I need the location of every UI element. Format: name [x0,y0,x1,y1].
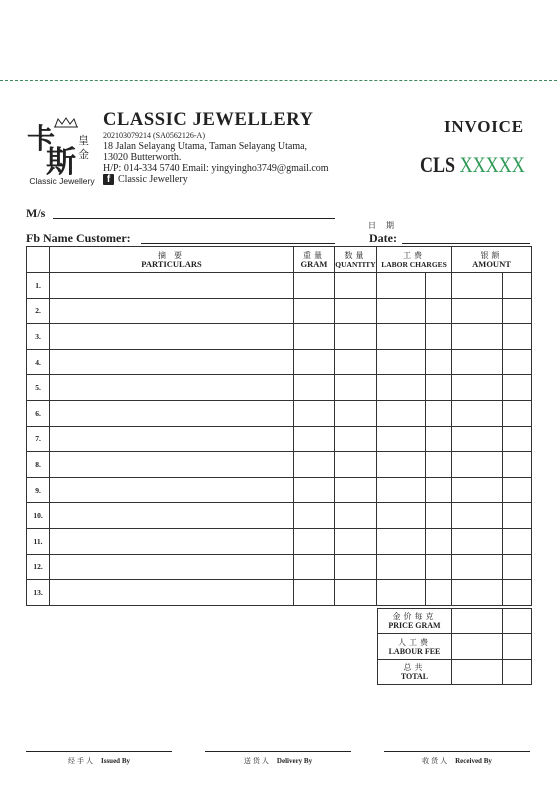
cell-quantity[interactable] [335,477,377,503]
facebook-page: Classic Jewellery [118,174,188,185]
received-by-label: 收货人 Received By [422,757,492,765]
row-number: 13. [27,580,50,606]
cell-amount-cents[interactable] [503,528,532,554]
cell-quantity[interactable] [335,580,377,606]
cell-gram[interactable] [294,477,335,503]
cell-quantity[interactable] [335,554,377,580]
header-gram: 重量 GRAM [294,247,335,273]
cell-quantity[interactable] [335,273,377,299]
document-title: INVOICE [444,117,524,136]
table-row [27,375,532,401]
cell-quantity[interactable] [335,528,377,554]
table-row [27,426,532,452]
cell-labor-charges-cents[interactable] [426,528,452,554]
header-blank [27,247,50,273]
row-number: 7. [27,426,50,452]
contact-line: H/P: 014-334 5740 Email: yingyingho3749@gmail.com [103,163,329,174]
cell-particulars[interactable] [50,273,294,299]
totals-label: 总共 TOTAL [378,659,452,684]
row-number: 12. [27,554,50,580]
cell-particulars[interactable] [50,400,294,426]
svg-text:皇: 皇 [78,134,89,147]
svg-text:斯: 斯 [46,145,76,180]
cell-quantity[interactable] [335,452,377,478]
totals-row [378,609,532,634]
table-row [27,324,532,350]
cell-labor-charges-cents[interactable] [426,400,452,426]
cell-particulars[interactable] [50,324,294,350]
cell-amount-cents[interactable] [503,503,532,529]
cell-particulars[interactable] [50,554,294,580]
cell-amount-cents[interactable] [503,554,532,580]
cell-gram[interactable] [294,528,335,554]
totals-label: 人工费 LABOUR FEE [378,634,452,659]
cell-labor-charges-cents[interactable] [426,580,452,606]
date-label: Date: [369,231,397,245]
cell-labor-charges[interactable] [377,554,426,580]
header-quantity: 数量 QUANTITY [335,247,377,273]
invoice-number [420,152,525,178]
cell-quantity[interactable] [335,349,377,375]
cell-particulars[interactable] [50,298,294,324]
cell-gram[interactable] [294,452,335,478]
cell-labor-charges[interactable] [377,349,426,375]
cell-labor-charges-cents[interactable] [426,477,452,503]
row-number: 2. [27,298,50,324]
cell-amount[interactable] [452,298,503,324]
cell-amount-cents[interactable] [503,477,532,503]
cell-amount[interactable] [452,477,503,503]
date-field[interactable] [402,243,530,244]
cell-labor-charges[interactable] [377,400,426,426]
cell-amount-cents[interactable] [503,349,532,375]
row-number: 3. [27,324,50,350]
cell-labor-charges[interactable] [377,580,426,606]
cell-gram[interactable] [294,273,335,299]
fb-name-label: Fb Name Customer: [26,231,131,245]
cell-amount[interactable] [452,349,503,375]
totals-table [377,608,532,685]
cell-labor-charges-cents[interactable] [426,426,452,452]
cell-amount-cents[interactable] [503,298,532,324]
cell-gram[interactable] [294,349,335,375]
cell-gram[interactable] [294,375,335,401]
cell-amount[interactable] [452,452,503,478]
issued-by-signature-line[interactable] [26,751,172,752]
cell-gram[interactable] [294,426,335,452]
cell-gram[interactable] [294,298,335,324]
totals-row [378,634,532,659]
row-number: 6. [27,400,50,426]
cell-labor-charges[interactable] [377,298,426,324]
table-row [27,400,532,426]
cell-gram[interactable] [294,580,335,606]
row-number: 1. [27,273,50,299]
facebook-icon: f [103,174,114,185]
header-particulars: 摘 要 PARTICULARS [50,247,294,273]
cell-amount-cents[interactable] [503,580,532,606]
svg-text:卡: 卡 [27,122,56,155]
cell-labor-charges-cents[interactable] [426,503,452,529]
cell-labor-charges-cents[interactable] [426,298,452,324]
cell-amount-cents[interactable] [503,426,532,452]
table-row [27,298,532,324]
cell-amount-cents[interactable] [503,273,532,299]
ms-field[interactable] [53,218,335,219]
shop-name: CLASSIC JEWELLERY [103,110,314,130]
row-number: 5. [27,375,50,401]
address-line-2: 13020 Butterworth. [103,152,182,163]
logo-caption: Classic Jewellery [29,176,95,186]
row-number: 9. [27,477,50,503]
row-number: 8. [27,452,50,478]
cell-amount[interactable] [452,273,503,299]
cell-labor-charges[interactable] [377,452,426,478]
table-row [27,580,532,606]
cell-labor-charges-cents[interactable] [426,349,452,375]
cell-labor-charges[interactable] [377,477,426,503]
cell-labor-charges-cents[interactable] [426,375,452,401]
row-number: 10. [27,503,50,529]
delivery-by-signature-line[interactable] [205,751,351,752]
cell-labor-charges-cents[interactable] [426,452,452,478]
cell-particulars[interactable] [50,528,294,554]
totals-label: 金价每克 PRICE GRAM [378,609,452,634]
totals-amount[interactable] [452,634,503,659]
totals-cents[interactable] [503,634,532,659]
items-table [26,246,532,606]
cell-quantity[interactable] [335,298,377,324]
invoice-prefix: CLS [420,152,456,177]
invoice-number-placeholder: XXXXX [459,152,525,177]
cell-labor-charges[interactable] [377,375,426,401]
cell-quantity[interactable] [335,426,377,452]
date-label-cn: 日 期 [368,221,398,230]
cell-amount[interactable] [452,426,503,452]
cell-amount[interactable] [452,580,503,606]
cell-quantity[interactable] [335,503,377,529]
cell-gram[interactable] [294,324,335,350]
issued-by-label: 经手人 Issued By [68,757,130,765]
cell-amount[interactable] [452,375,503,401]
cell-particulars[interactable] [50,580,294,606]
table-header [27,247,532,273]
cell-labor-charges[interactable] [377,324,426,350]
cell-amount[interactable] [452,503,503,529]
cell-quantity[interactable] [335,400,377,426]
tear-off-dashed-line [0,80,557,81]
cell-amount-cents[interactable] [503,375,532,401]
header-labor-charges: 工费 LABOR CHARGES [377,247,452,273]
cell-amount-cents[interactable] [503,400,532,426]
table-row [27,273,532,299]
cell-particulars[interactable] [50,426,294,452]
cell-labor-charges[interactable] [377,503,426,529]
table-row [27,349,532,375]
totals-cents[interactable] [503,609,532,634]
table-row [27,554,532,580]
cell-particulars[interactable] [50,349,294,375]
cell-labor-charges[interactable] [377,426,426,452]
cell-quantity[interactable] [335,324,377,350]
received-by-signature-line[interactable] [384,751,530,752]
row-number: 4. [27,349,50,375]
cell-particulars[interactable] [50,452,294,478]
totals-amount[interactable] [452,659,503,684]
table-row [27,452,532,478]
cell-amount[interactable] [452,528,503,554]
cell-particulars[interactable] [50,503,294,529]
fb-name-field[interactable] [141,243,335,244]
cell-labor-charges[interactable] [377,528,426,554]
cell-particulars[interactable] [50,477,294,503]
cell-amount[interactable] [452,324,503,350]
table-row [27,503,532,529]
cell-amount-cents[interactable] [503,324,532,350]
cell-amount[interactable] [452,400,503,426]
cell-gram[interactable] [294,554,335,580]
cell-labor-charges[interactable] [377,273,426,299]
totals-row [378,659,532,684]
cell-gram[interactable] [294,400,335,426]
cell-labor-charges-cents[interactable] [426,273,452,299]
cell-amount[interactable] [452,554,503,580]
cell-quantity[interactable] [335,375,377,401]
ms-label: M/s [26,206,46,220]
cell-labor-charges-cents[interactable] [426,554,452,580]
cell-particulars[interactable] [50,375,294,401]
header-amount: 银额 AMOUNT [452,247,532,273]
cell-gram[interactable] [294,503,335,529]
totals-cents[interactable] [503,659,532,684]
cell-amount-cents[interactable] [503,452,532,478]
address-line-1: 18 Jalan Selayang Utama, Taman Selayang Utama, [103,141,308,152]
cell-labor-charges-cents[interactable] [426,324,452,350]
totals-amount[interactable] [452,609,503,634]
registration-number: 202103079214 (SA0562126-A) [103,131,205,140]
table-row [27,477,532,503]
row-number: 11. [27,528,50,554]
delivery-by-label: 送货人 Delivery By [243,757,313,765]
table-row [27,528,532,554]
svg-text:金: 金 [78,148,89,161]
